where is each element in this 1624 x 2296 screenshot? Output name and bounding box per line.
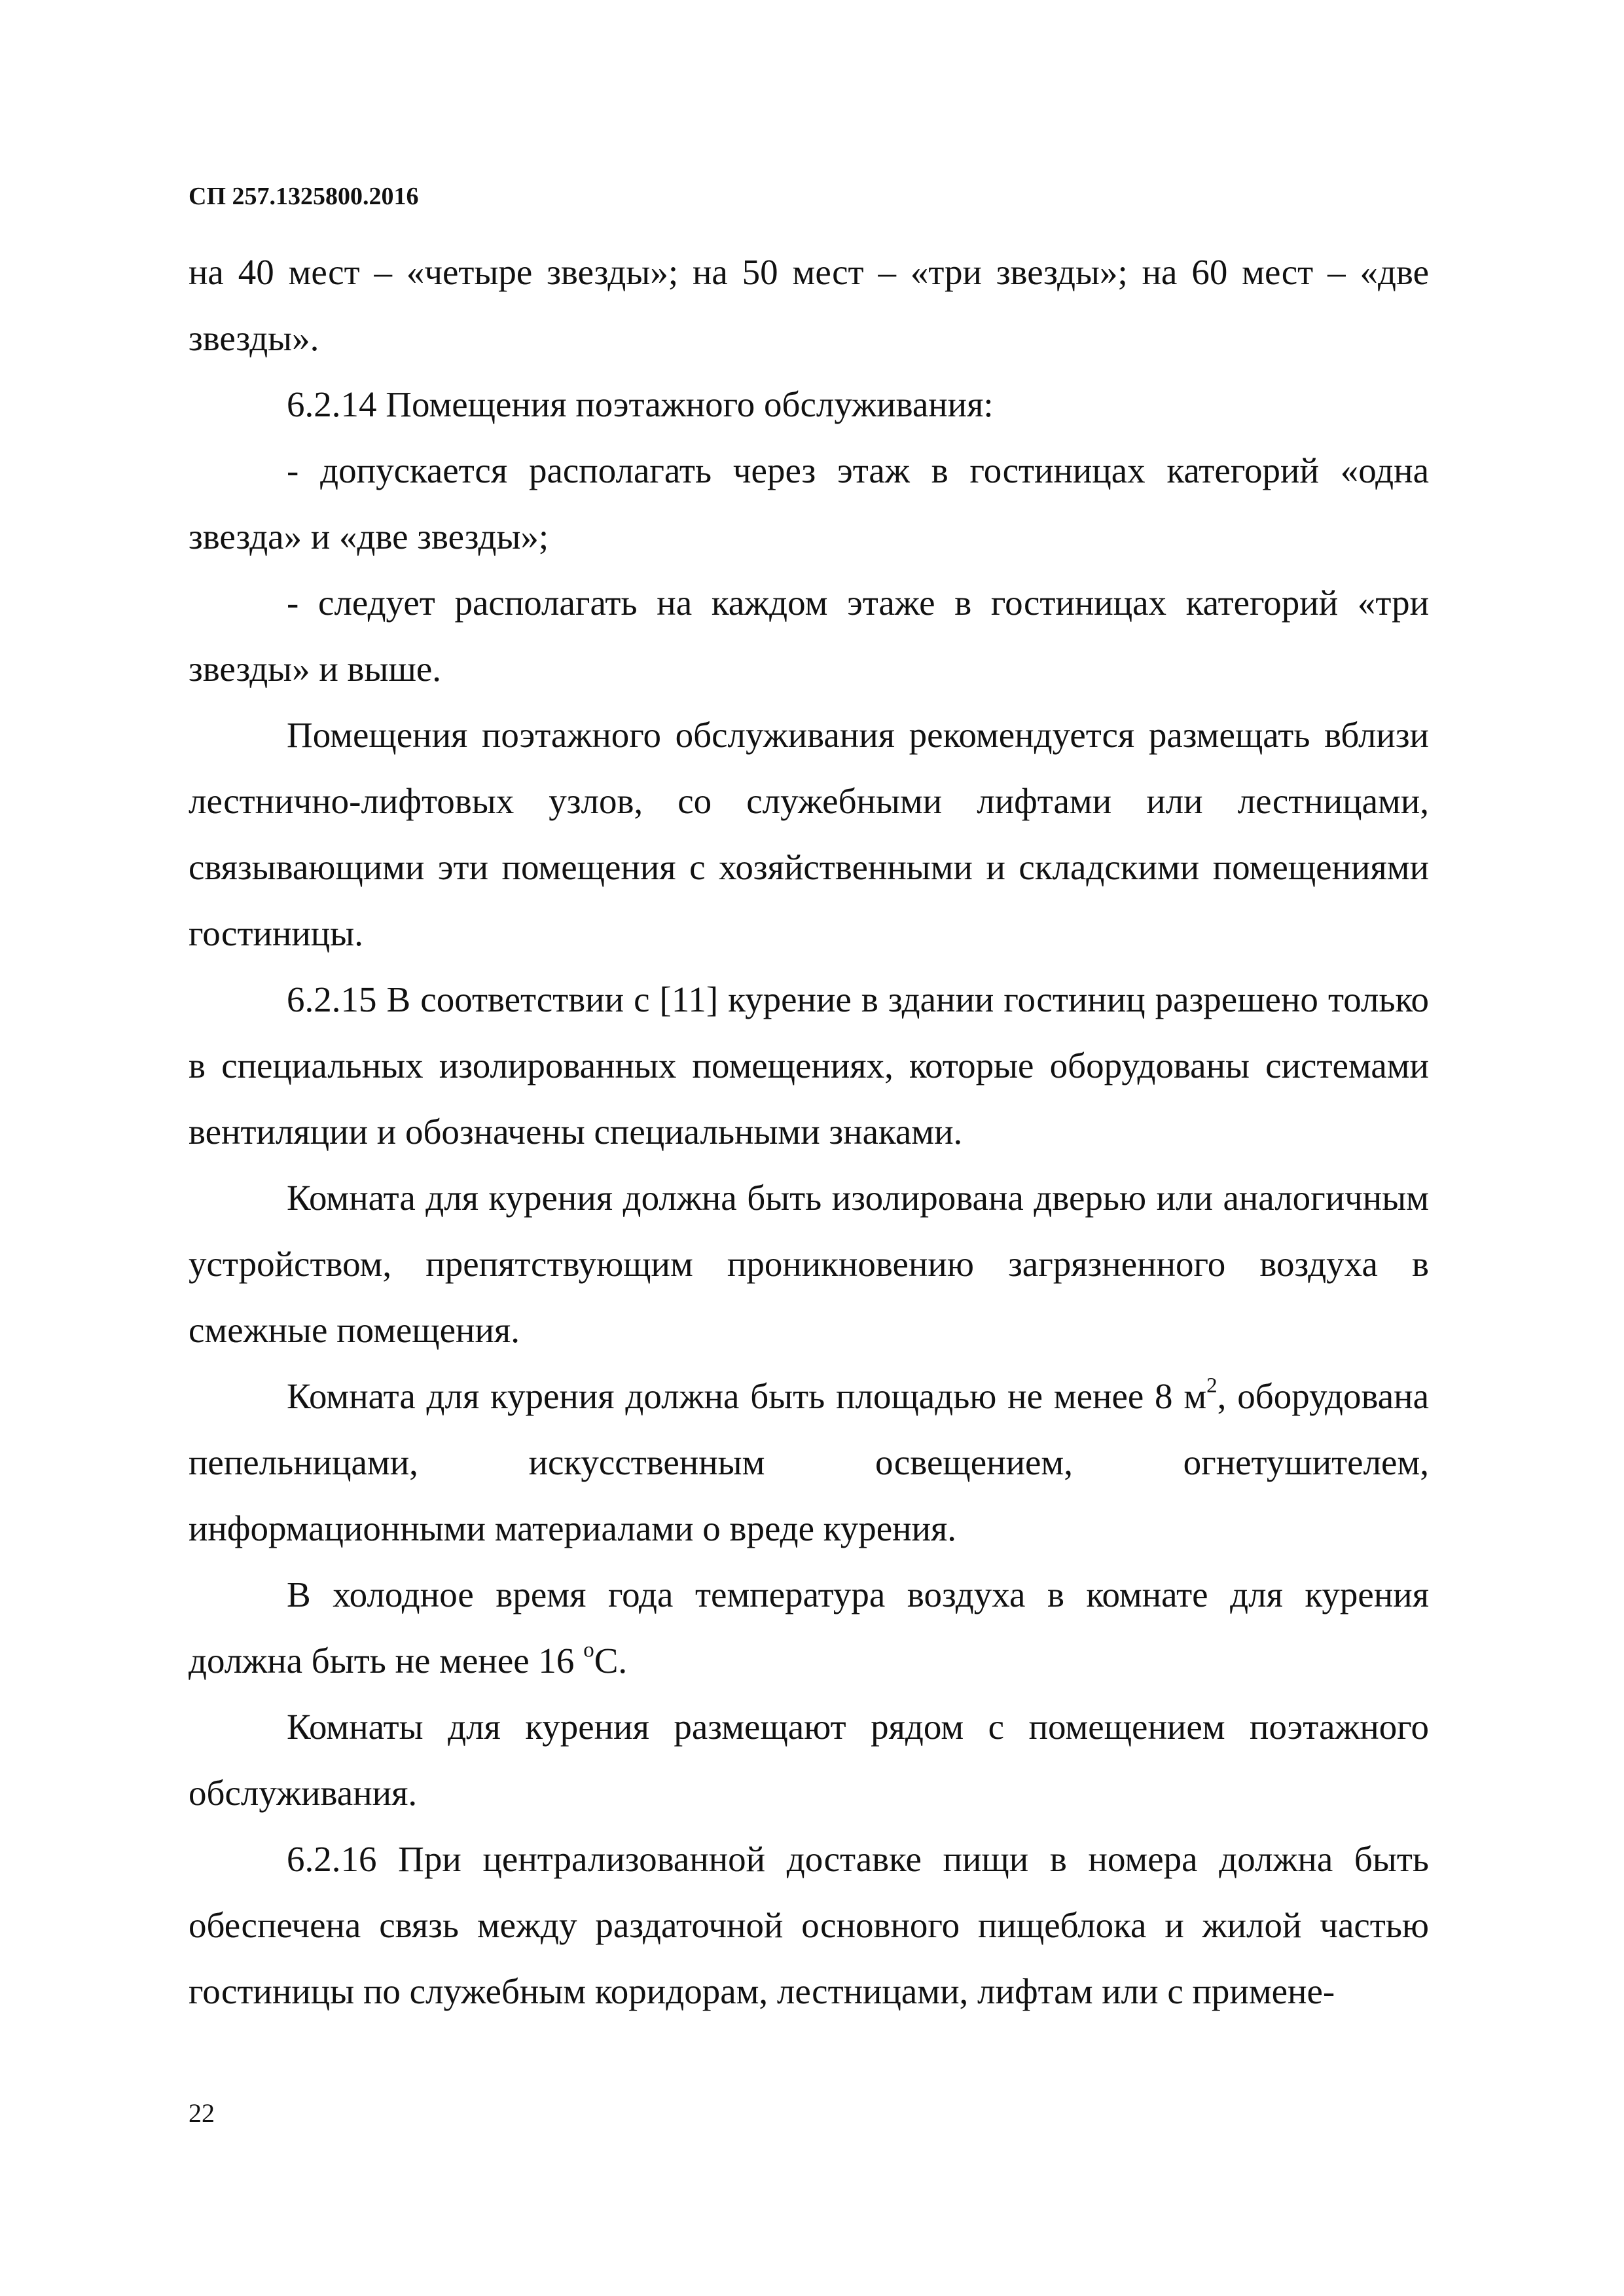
clause-6-2-14-heading: 6.2.14 Помещения поэтажного обслуживания: xyxy=(287,384,994,424)
paragraph-smoking-room-temperature xyxy=(189,1561,1429,1694)
superscript-degree: о xyxy=(583,1638,594,1662)
temperature-text: В холодное время года температура воздуха в комнате для курения должна быть не менее 16 xyxy=(189,1575,1429,1681)
list-item-three-stars: - следует располагать на каждом этаже в гостиницах категорий «три звезды» и выше. xyxy=(189,583,1429,689)
paragraph-smoking-room-isolation: Комната для курения должна быть изолирована дверью или аналогичным устройством, препятствующим проникновению загрязненного воздуха в смежные помещения. xyxy=(189,1178,1429,1350)
document-code-header: СП 257.1325800.2016 xyxy=(189,183,419,210)
page-number: 22 xyxy=(189,2098,215,2128)
clause-6-2-15-smoking: 6.2.15 В соответствии с [11] курение в здании гостиниц разрешено только в специальных изолированных помещениях, которые оборудованы системами вентиляции и обозначены специальными знаками. xyxy=(189,979,1429,1152)
temperature-text-cont: С. xyxy=(594,1641,628,1681)
document-body xyxy=(189,239,1429,2024)
superscript-squared: 2 xyxy=(1206,1374,1218,1398)
smoking-room-area-text-cont: , оборудована пепельницами, искусственным освещением, огнетушителем, информационными материалами о вреде курения. xyxy=(189,1376,1429,1548)
paragraph-continuation: на 40 мест – «четыре звезды»; на 50 мест – «три звезды»; на 60 мест – «две звезды». xyxy=(189,252,1429,358)
list-item-one-two-stars: - допускается располагать через этаж в гостиницах категорий «одна звезда» и «две звезды»; xyxy=(189,450,1429,556)
clause-6-2-16-food-delivery: 6.2.16 При централизованной доставке пищи в номера должна быть обеспечена связь между раздаточной основного пищеблока и жилой частью гостиницы по служебным коридорам, лестницами, лифтам или с примене- xyxy=(189,1839,1429,2011)
paragraph-service-rooms-placement: Помещения поэтажного обслуживания рекомендуется размещать вблизи лестнично-лифтовых узлов, со служебными лифтами или лестницами, связывающими эти помещения с хозяйственными и складскими помещениями гостиницы. xyxy=(189,715,1429,953)
smoking-room-area-text: Комната для курения должна быть площадью не менее 8 м xyxy=(287,1376,1207,1416)
paragraph-smoking-room-location: Комнаты для курения размещают рядом с помещением поэтажного обслуживания. xyxy=(189,1707,1429,1813)
paragraph-smoking-room-area xyxy=(189,1363,1429,1561)
